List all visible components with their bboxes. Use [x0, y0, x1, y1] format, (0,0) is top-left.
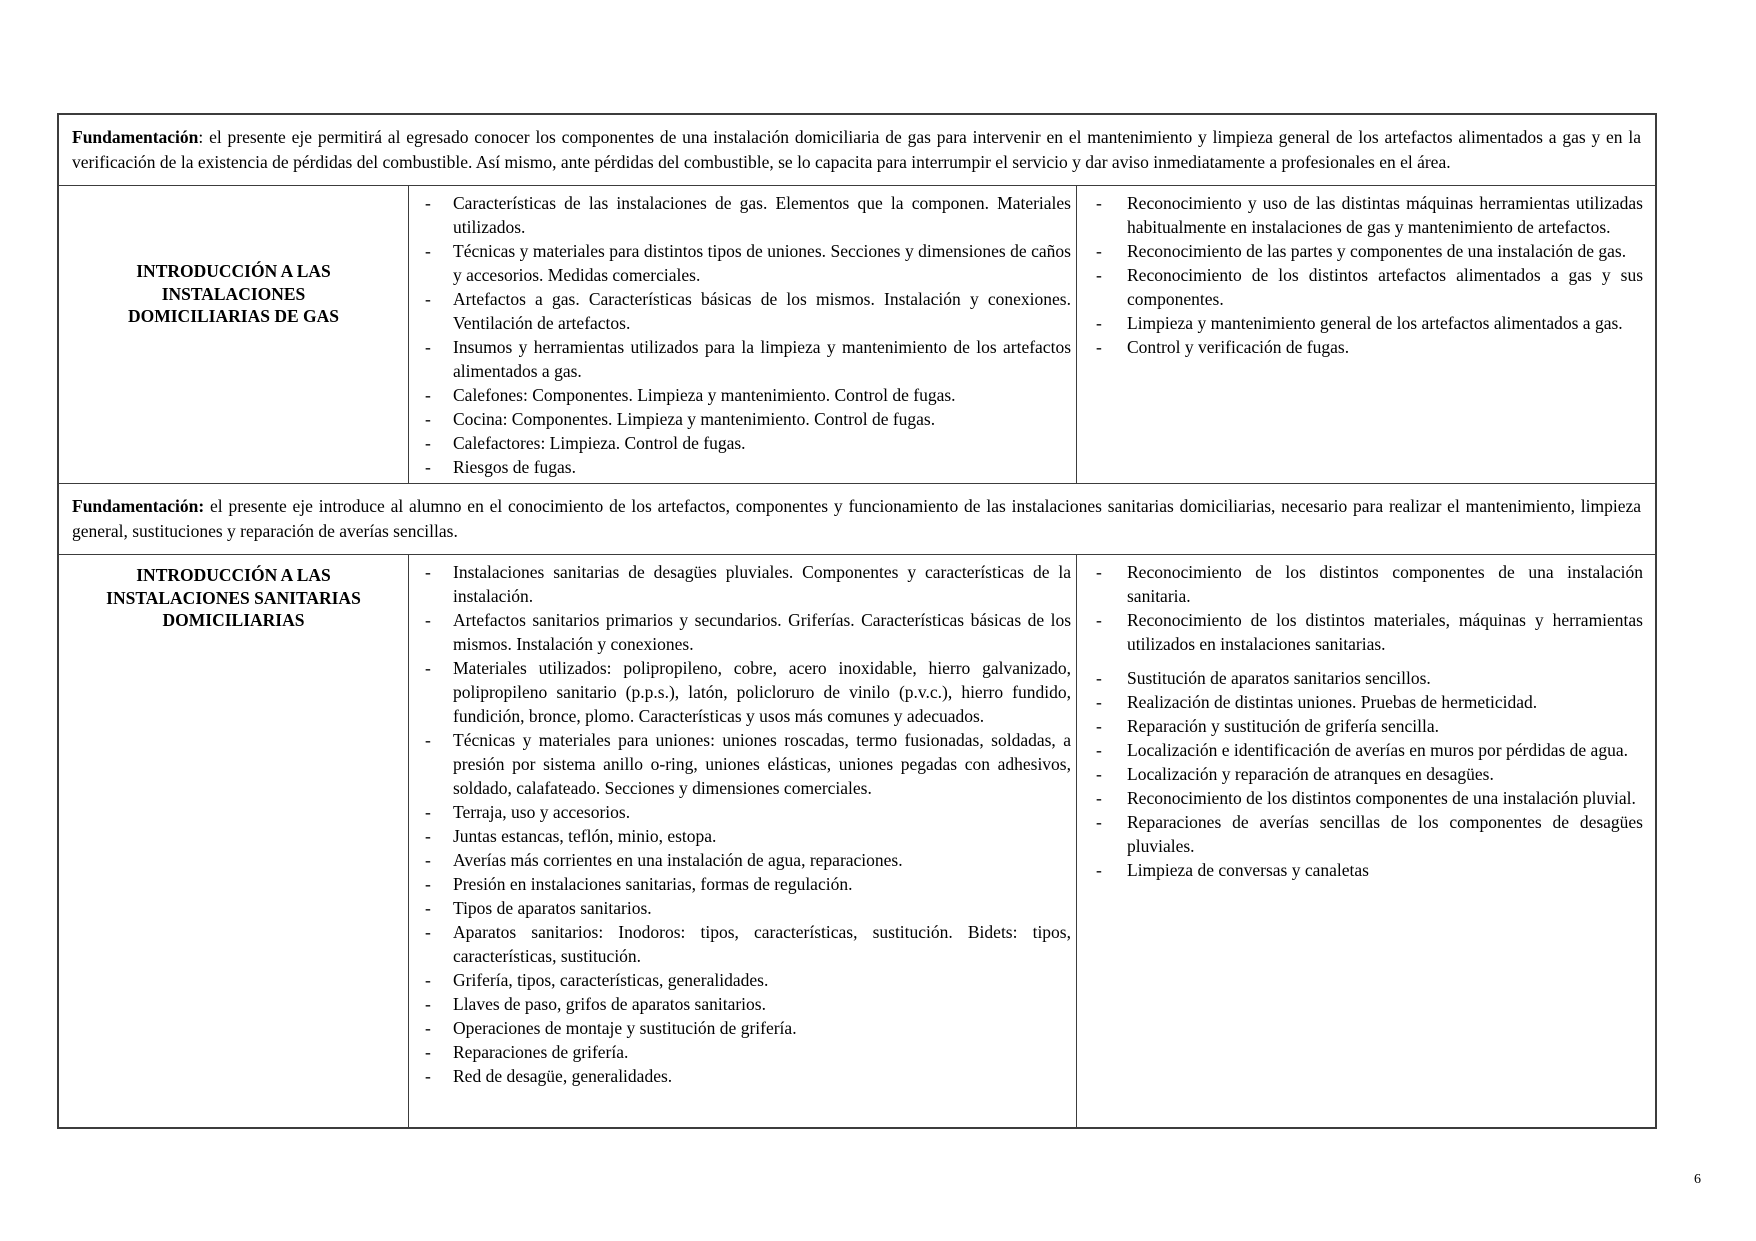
list-item: - Cocina: Componentes. Limpieza y mantenimiento. Control de fugas.: [409, 407, 1076, 431]
gas-title-line-3: DOMICILIARIAS DE GAS: [127, 306, 339, 326]
list-item: - Tipos de aparatos sanitarios.: [409, 896, 1076, 920]
list-item: - Operaciones de montaje y sustitución de grifería.: [409, 1016, 1076, 1040]
list-item: - Red de desagüe, generalidades.: [409, 1064, 1076, 1088]
list-item: - Averías más corrientes en una instalación de agua, reparaciones.: [409, 848, 1076, 872]
fundamentacion-gas-text: : el presente eje permitirá al egresado conocer los componentes de una instalación domiciliaria de gas para intervenir en el mantenimiento y limpieza general de los artefactos alimentados a gas y en la verificación de la existencia de pérdidas del combustible. Así mismo, ante pérdidas del combustible, se lo capacita para interrumpir el servicio y dar aviso inmediatamente a profesionales en el área.: [72, 127, 1641, 172]
gas-logros-cell: [1076, 186, 1655, 483]
list-item: - Artefactos sanitarios primarios y secundarios. Griferías. Características básicas de los mismos. Instalación y conexiones.: [409, 608, 1076, 656]
list-item: - Reconocimiento de los distintos artefactos alimentados a gas y sus componentes.: [1077, 263, 1655, 311]
list-item: - Presión en instalaciones sanitarias, formas de regulación.: [409, 872, 1076, 896]
list-item: - Juntas estancas, teflón, minio, estopa.: [409, 824, 1076, 848]
gas-title-line-2: INSTALACIONES: [161, 283, 306, 304]
gas-contents-cell: [408, 186, 1076, 483]
sanitarias-contents-cell: [408, 555, 1076, 1127]
sanitarias-title-line-3: DOMICILIARIAS: [162, 610, 305, 630]
list-item: - Insumos y herramientas utilizados para la limpieza y mantenimiento de los artefactos alimentados a gas.: [409, 335, 1076, 383]
list-item: - Reconocimiento de los distintos componentes de una instalación sanitaria.: [1077, 560, 1655, 608]
page-number: 6: [1694, 1172, 1701, 1187]
sanitarias-title-line-2: INSTALACIONES SANITARIAS: [106, 587, 361, 608]
curriculum-table: [57, 113, 1657, 1129]
list-item: - Técnicas y materiales para distintos tipos de uniones. Secciones y dimensiones de caños y accesorios. Medidas comerciales.: [409, 239, 1076, 287]
list-item: - Reconocimiento de los distintos materiales, máquinas y herramientas utilizados en instalaciones sanitarias.: [1077, 608, 1655, 656]
list-item: - Limpieza y mantenimiento general de los artefactos alimentados a gas.: [1077, 311, 1655, 335]
list-item: - Llaves de paso, grifos de aparatos sanitarios.: [409, 992, 1076, 1016]
sanitarias-title-cell: [59, 555, 408, 1127]
fundamentacion-sanitarias-paragraph: [59, 484, 1655, 555]
sanitarias-title-line-1: INTRODUCCIÓN A LAS: [136, 565, 331, 585]
fundamentacion-sanitarias-text: el presente eje introduce al alumno en el conocimiento de los artefactos, componentes y funcionamiento de las instalaciones sanitarias domiciliarias, necesario para realizar el mantenimiento, limpieza general, sustituciones y reparación de averías sencillas.: [72, 496, 1641, 541]
list-item: - Grifería, tipos, características, generalidades.: [409, 968, 1076, 992]
list-item: - Reparación y sustitución de grifería sencilla.: [1077, 714, 1655, 738]
list-item: - Limpieza de conversas y canaletas: [1077, 858, 1655, 882]
sanitarias-row: [59, 555, 1655, 1127]
gas-row: [59, 186, 1655, 484]
list-item: - Localización y reparación de atranques en desagües.: [1077, 762, 1655, 786]
list-item: - Localización e identificación de averías en muros por pérdidas de agua.: [1077, 738, 1655, 762]
gas-title-cell: [59, 186, 408, 483]
fundamentacion-sanitarias-label: Fundamentación:: [72, 496, 205, 516]
list-item: - Artefactos a gas. Características básicas de los mismos. Instalación y conexiones. Ventilación de artefactos.: [409, 287, 1076, 335]
sanitarias-logros-cell: [1076, 555, 1655, 1127]
list-item: - Riesgos de fugas.: [409, 455, 1076, 479]
list-item: - Materiales utilizados: polipropileno, cobre, acero inoxidable, hierro galvanizado, polipropileno sanitario (p.p.s.), latón, policloruro de vinilo (p.v.c.), hierro fundido, fundición, bronce, plomo. Características y usos más comunes y adecuados.: [409, 656, 1076, 728]
list-item: - Características de las instalaciones de gas. Elementos que la componen. Materiales utilizados.: [409, 191, 1076, 239]
list-item: - Reparaciones de averías sencillas de los componentes de desagües pluviales.: [1077, 810, 1655, 858]
list-item: - Calefones: Componentes. Limpieza y mantenimiento. Control de fugas.: [409, 383, 1076, 407]
fundamentacion-gas-paragraph: [59, 115, 1655, 186]
list-item: - Reconocimiento de las partes y componentes de una instalación de gas.: [1077, 239, 1655, 263]
list-item: - Calefactores: Limpieza. Control de fugas.: [409, 431, 1076, 455]
gas-title-line-1: INTRODUCCIÓN A LAS: [136, 261, 331, 281]
list-item: - Realización de distintas uniones. Pruebas de hermeticidad.: [1077, 690, 1655, 714]
list-item: - Técnicas y materiales para uniones: uniones roscadas, termo fusionadas, soldadas, a presión por sistema anillo o-ring, uniones elásticas, uniones pegadas con adhesivos, soldado, calafateado. Secciones y dimensiones comerciales.: [409, 728, 1076, 800]
list-item: - Terraja, uso y accesorios.: [409, 800, 1076, 824]
list-item: - Reconocimiento de los distintos componentes de una instalación pluvial.: [1077, 786, 1655, 810]
list-item: - Reparaciones de grifería.: [409, 1040, 1076, 1064]
list-item: - Control y verificación de fugas.: [1077, 335, 1655, 359]
list-item: - Instalaciones sanitarias de desagües pluviales. Componentes y características de la instalación.: [409, 560, 1076, 608]
list-item: - Aparatos sanitarios: Inodoros: tipos, características, sustitución. Bidets: tipos, características, sustitución.: [409, 920, 1076, 968]
fundamentacion-gas-label: Fundamentación: [72, 127, 199, 147]
list-item: - Reconocimiento y uso de las distintas máquinas herramientas utilizadas habitualmente en instalaciones de gas y mantenimiento de artefactos.: [1077, 191, 1655, 239]
list-item: - Sustitución de aparatos sanitarios sencillos.: [1077, 666, 1655, 690]
